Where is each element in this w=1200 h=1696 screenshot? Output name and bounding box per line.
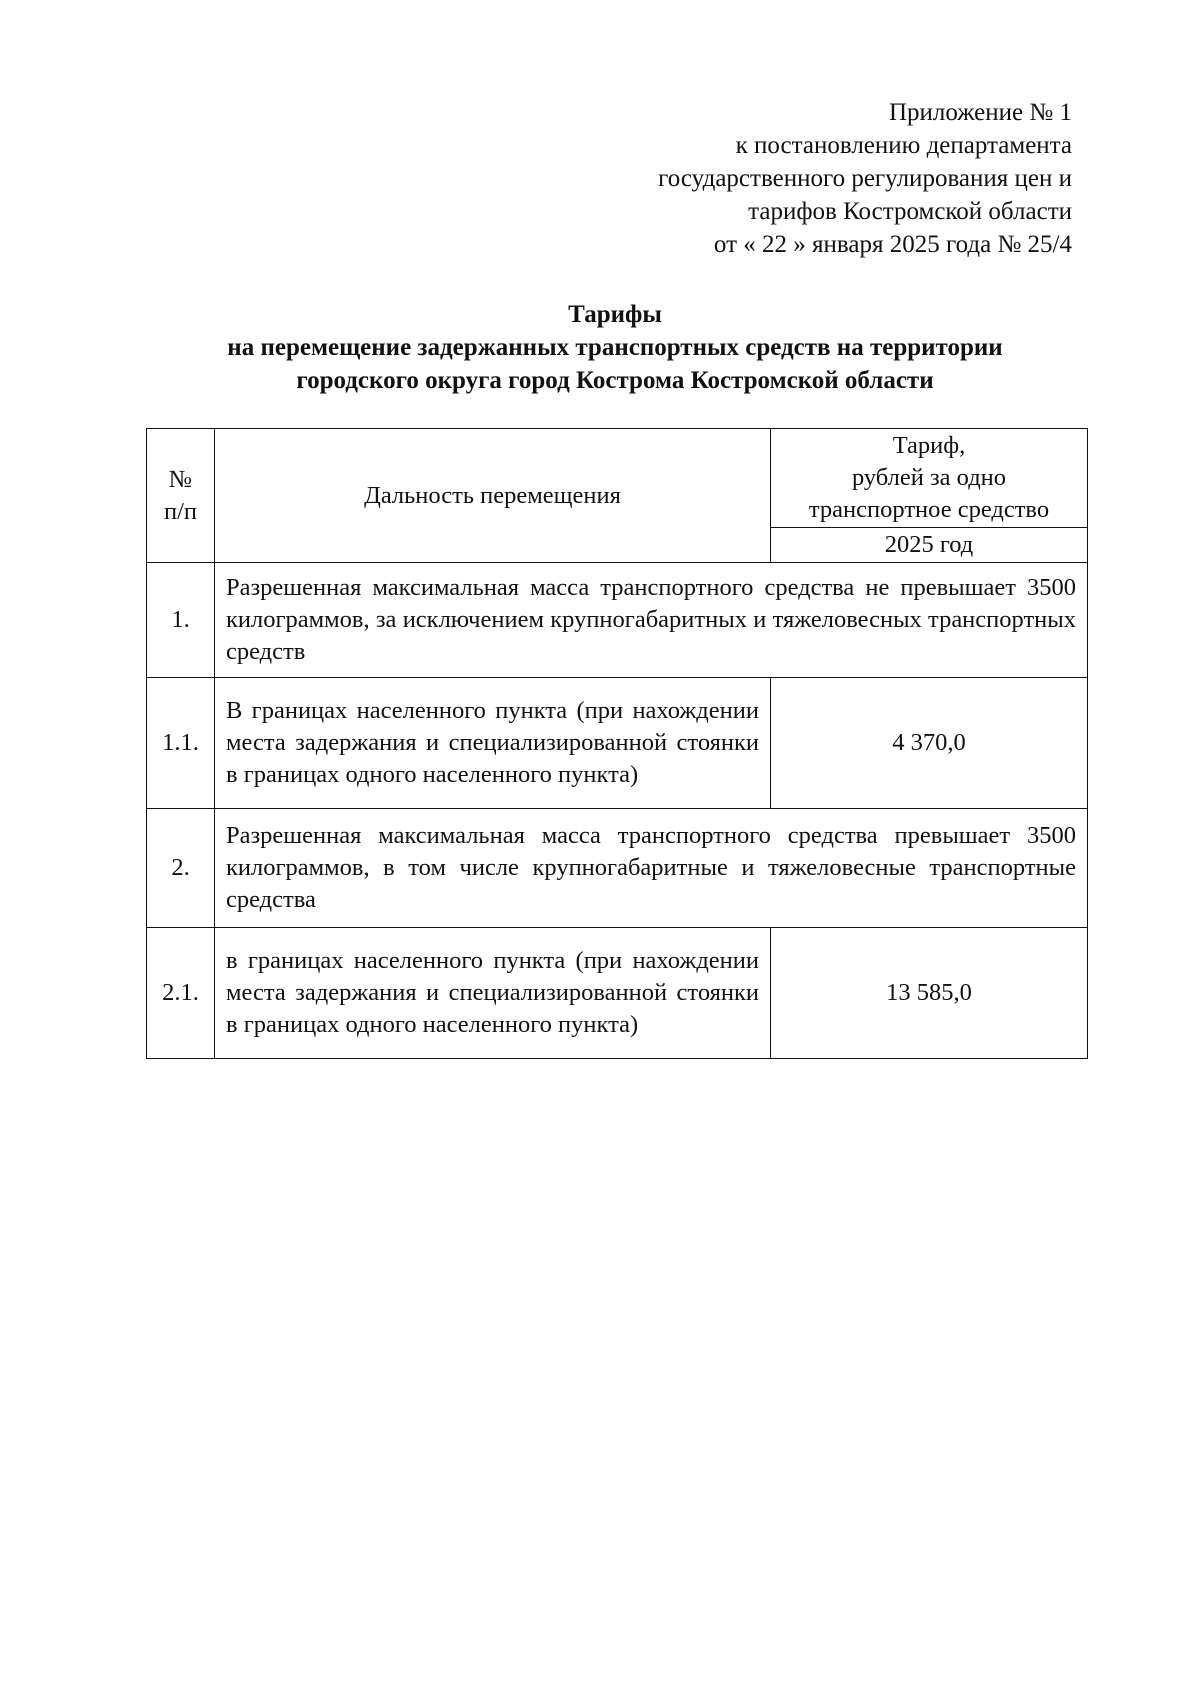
row-distance-text: В границах населенного пункта (при нахождении места задержания и специализированной стоянки в границах одного населенного пункта) [215,678,771,809]
row-tariff-value: 13 585,0 [771,928,1088,1059]
header-tariff-cell [771,429,1088,528]
row-number: 2. [147,809,215,928]
row-number: 1. [147,563,215,678]
header-year-cell: 2025 год [771,528,1088,563]
appendix-line: тарифов Костромской области [748,198,1072,225]
document-title [140,298,1090,397]
header-distance-cell: Дальность перемещения [215,429,771,563]
row-category-text: Разрешенная максимальная масса транспортного средства не превышает 3500 килограммов, за исключением крупногабаритных и тяжеловесных транспортных средств [215,563,1088,678]
title-line: городского округа город Кострома Костромской области [296,367,934,394]
header-number-cell [147,429,215,563]
appendix-header [552,96,1072,261]
table-header-row [147,429,1088,528]
title-line: Тарифы [568,301,662,328]
header-number-symbol: № [168,465,193,493]
header-tariff-line: транспортное средство [808,496,1050,523]
row-number: 1.1. [147,678,215,809]
table-row [147,563,1088,678]
tariff-table [146,428,1088,1059]
appendix-line: Приложение № 1 [888,99,1072,126]
header-tariff-line: рублей за одно [851,464,1007,491]
table-row [147,678,1088,809]
header-number-abbr: п/п [163,497,198,525]
appendix-line: к постановлению департамента [735,132,1072,159]
row-category-text: Разрешенная максимальная масса транспортного средства превышает 3500 килограммов, в том числе крупногабаритные и тяжеловесные транспортные средства [215,809,1088,928]
appendix-date-line: от « 22 » января 2025 года № 25/4 [713,231,1072,258]
row-number: 2.1. [147,928,215,1059]
title-line: на перемещение задержанных транспортных средств на территории [227,334,1003,361]
row-tariff-value: 4 370,0 [771,678,1088,809]
row-distance-text: в границах населенного пункта (при нахождении места задержания и специализированной стоянки в границах одного населенного пункта) [215,928,771,1059]
table-row [147,928,1088,1059]
header-tariff-line: Тариф, [892,432,966,459]
table-row [147,809,1088,928]
appendix-line: государственного регулирования цен и [658,165,1072,192]
